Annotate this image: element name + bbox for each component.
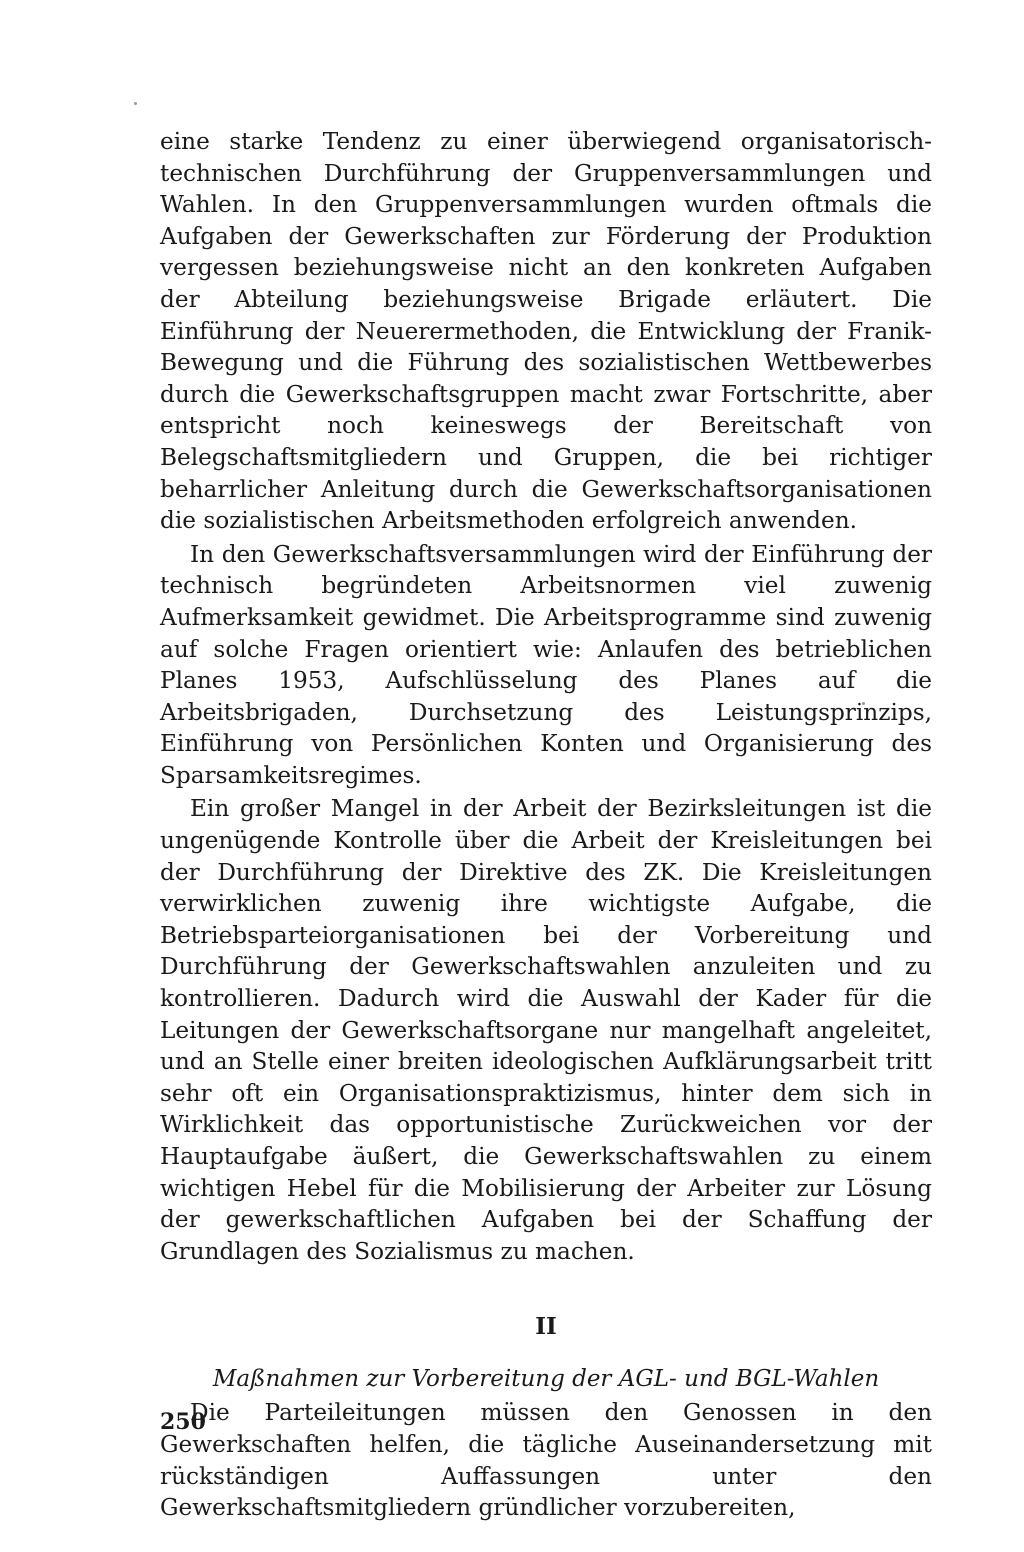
paragraph-4: Die Parteileitungen müssen den Genossen in den Gewerkschaften helfen, die tägliche Auseinandersetzung mit rückständigen Auffassungen unter den Gewerkschaftsmitgliedern gründlicher vorzubereiten,: [160, 1399, 932, 1522]
paragraph-3: Ein großer Mangel in der Arbeit der Bezirksleitungen ist die ungenügende Kontrolle über die Arbeit der Kreisleitungen bei der Durchführung der Direktive des ZK. Die Kreisleitungen verwirklichen zuwenig ihre wichtigste Aufgabe, die Betriebsparteiorganisationen bei der Vorbereitung und Durchführung der Gewerkschaftswahlen anzuleiten und zu kontrollieren. Dadurch wird die Auswahl der Kader für die Leitungen der Gewerkschaftsorgane nur mangelhaft angeleitet, und an Stelle einer breiten ideologischen Aufklärungsarbeit tritt sehr oft ein Organisationspraktizismus, hinter dem sich in Wirklichkeit das opportunistische Zurückweichen vor der Hauptaufgabe äußert, die Gewerkschaftswahlen zu einem wichtigen Hebel für die Mobilisierung der Arbeiter zur Lösung der gewerkschaftlichen Aufgaben bei der Schaffung der Grundlagen des Sozialismus zu machen.: [160, 795, 932, 1265]
document-page: [160, 126, 932, 1524]
section-number: II: [535, 1313, 557, 1341]
paragraph-1: eine starke Tendenz zu einer überwiegend organisatorisch-technischen Durchführung der Gruppenversammlungen und Wahlen. In den Gruppenversammlungen wurden oftmals die Aufgaben der Gewerkschaften zur Förderung der Produktion vergessen beziehungsweise nicht an den konkreten Aufgaben der Abteilung beziehungsweise Brigade erläutert. Die Einführung der Neuerermethoden, die Entwicklung der Franik-Bewegung und die Führung des sozialistischen Wettbewerbes durch die Gewerkschaftsgruppen macht zwar Fortschritte, aber entspricht noch keineswegs der Bereitschaft von Belegschaftsmitgliedern und Gruppen, die bei richtiger beharrlicher Anleitung durch die Gewerkschaftsorganisationen die sozialistischen Arbeitsmethoden erfolgreich anwenden.: [160, 128, 932, 535]
stray-dot-left: [134, 102, 137, 105]
page-number: 250: [160, 1409, 206, 1435]
section-title: Maßnahmen zur Vorbereitung der AGL- und BGL-Wahlen: [212, 1366, 880, 1393]
paragraph-2: In den Gewerkschaftsversammlungen wird der Einführung der technisch begründeten Arbeitsnormen viel zuwenig Aufmerksamkeit gewidmet. Die Arbeitsprogramme sind zuwenig auf solche Fragen orientiert wie: Anlaufen des betrieblichen Planes 1953, Aufschlüsselung des Planes auf die Arbeitsbrigaden, Durchsetzung des Leistungsprinzips, Einführung von Persönlichen Konten und Organisierung des Sparsamkeitsregimes.: [160, 540, 932, 789]
